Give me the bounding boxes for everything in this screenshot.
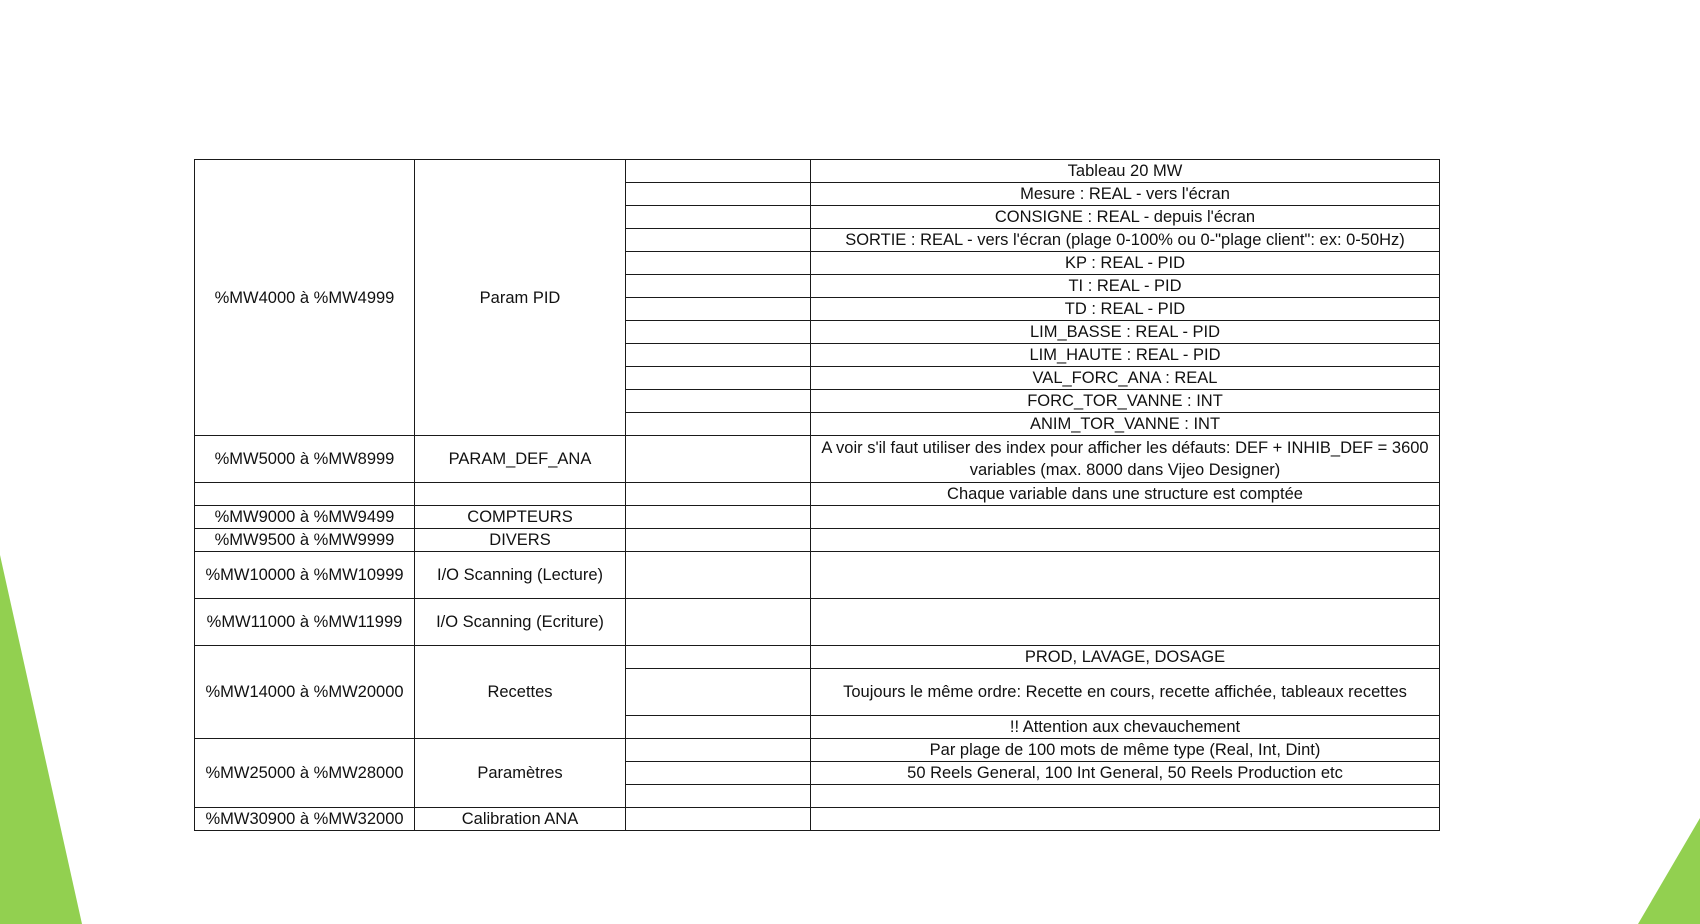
address-range-cell: %MW14000 à %MW20000 [195, 646, 415, 739]
description-cell: A voir s'il faut utiliser des index pour afficher les défauts: DEF + INHIB_DEF = 3600 variables (max. 8000 dans Vijeo Designer) [811, 436, 1440, 483]
blank-cell [626, 367, 811, 390]
blank-cell [626, 298, 811, 321]
blank-cell [626, 716, 811, 739]
address-range-cell: %MW9500 à %MW9999 [195, 529, 415, 552]
blank-cell [626, 252, 811, 275]
description-cell [811, 506, 1440, 529]
description-cell: Toujours le même ordre: Recette en cours, recette affichée, tableaux recettes [811, 669, 1440, 716]
table-row [195, 739, 1440, 762]
address-range-cell: %MW10000 à %MW10999 [195, 552, 415, 599]
description-cell: TI : REAL - PID [811, 275, 1440, 298]
blank-cell [626, 344, 811, 367]
group-name-cell: PARAM_DEF_ANA [415, 436, 626, 483]
table-row [195, 506, 1440, 529]
blank-cell [626, 229, 811, 252]
blank-cell [626, 390, 811, 413]
blank-cell [626, 506, 811, 529]
group-name-cell: COMPTEURS [415, 506, 626, 529]
group-name-cell: Param PID [415, 160, 626, 436]
description-cell: CONSIGNE : REAL - depuis l'écran [811, 206, 1440, 229]
blank-cell [626, 160, 811, 183]
blank-cell [626, 321, 811, 344]
blank-cell [626, 646, 811, 669]
address-range-cell: %MW9000 à %MW9499 [195, 506, 415, 529]
address-range-cell: %MW5000 à %MW8999 [195, 436, 415, 483]
description-cell: VAL_FORC_ANA : REAL [811, 367, 1440, 390]
group-name-cell: DIVERS [415, 529, 626, 552]
blank-cell [626, 669, 811, 716]
group-name-cell: Calibration ANA [415, 808, 626, 831]
address-range-cell: %MW11000 à %MW11999 [195, 599, 415, 646]
description-cell [811, 529, 1440, 552]
description-cell [811, 599, 1440, 646]
description-cell: Chaque variable dans une structure est comptée [811, 483, 1440, 506]
description-cell: KP : REAL - PID [811, 252, 1440, 275]
blank-cell [626, 599, 811, 646]
description-cell: !! Attention aux chevauchement [811, 716, 1440, 739]
description-cell: Tableau 20 MW [811, 160, 1440, 183]
description-cell: SORTIE : REAL - vers l'écran (plage 0-100% ou 0-"plage client": ex: 0-50Hz) [811, 229, 1440, 252]
blank-cell [626, 275, 811, 298]
address-range-cell [195, 483, 415, 506]
right-green-accent [1638, 818, 1700, 924]
description-cell [811, 552, 1440, 599]
blank-cell [626, 183, 811, 206]
blank-cell [626, 762, 811, 785]
blank-cell [626, 413, 811, 436]
table-row [195, 529, 1440, 552]
blank-cell [626, 808, 811, 831]
blank-cell [626, 739, 811, 762]
memory-map-table [194, 159, 1440, 831]
table-row [195, 436, 1440, 483]
blank-cell [626, 206, 811, 229]
table-row [195, 160, 1440, 183]
table-row [195, 646, 1440, 669]
description-cell: 50 Reels General, 100 Int General, 50 Reels Production etc [811, 762, 1440, 785]
description-cell: TD : REAL - PID [811, 298, 1440, 321]
blank-cell [626, 483, 811, 506]
description-cell: Mesure : REAL - vers l'écran [811, 183, 1440, 206]
table-row [195, 599, 1440, 646]
group-name-cell [415, 483, 626, 506]
address-range-cell: %MW4000 à %MW4999 [195, 160, 415, 436]
description-cell: LIM_BASSE : REAL - PID [811, 321, 1440, 344]
description-cell: Par plage de 100 mots de même type (Real, Int, Dint) [811, 739, 1440, 762]
blank-cell [626, 436, 811, 483]
table-row [195, 808, 1440, 831]
blank-cell [626, 529, 811, 552]
group-name-cell: I/O Scanning (Lecture) [415, 552, 626, 599]
group-name-cell: Recettes [415, 646, 626, 739]
group-name-cell: Paramètres [415, 739, 626, 808]
address-range-cell: %MW25000 à %MW28000 [195, 739, 415, 808]
description-cell [811, 808, 1440, 831]
blank-cell [626, 785, 811, 808]
group-name-cell: I/O Scanning (Ecriture) [415, 599, 626, 646]
description-cell [811, 785, 1440, 808]
description-cell: FORC_TOR_VANNE : INT [811, 390, 1440, 413]
table-row [195, 552, 1440, 599]
description-cell: PROD, LAVAGE, DOSAGE [811, 646, 1440, 669]
address-range-cell: %MW30900 à %MW32000 [195, 808, 415, 831]
left-green-accent [0, 555, 82, 924]
table-row [195, 483, 1440, 506]
description-cell: LIM_HAUTE : REAL - PID [811, 344, 1440, 367]
description-cell: ANIM_TOR_VANNE : INT [811, 413, 1440, 436]
blank-cell [626, 552, 811, 599]
